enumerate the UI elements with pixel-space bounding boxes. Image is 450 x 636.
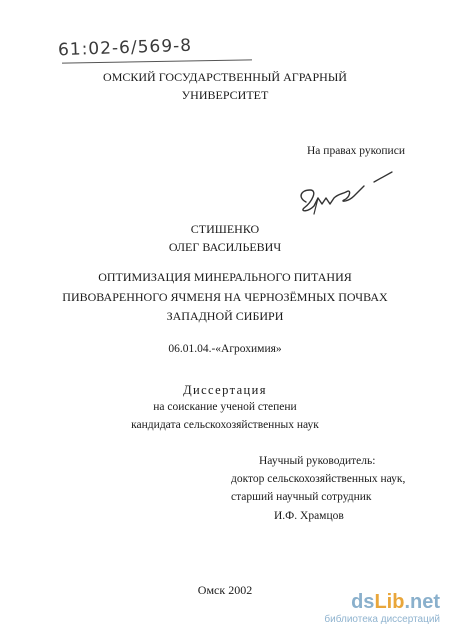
dslib-watermark[interactable] bbox=[324, 592, 440, 625]
title-line-3: ЗАПАДНОЙ СИБИРИ bbox=[166, 309, 284, 323]
dissertation-degree-line-1: на соискание ученой степени bbox=[153, 401, 297, 413]
dissertation-heading: Диссертация bbox=[183, 383, 267, 397]
author-name: ОЛЕГ ВАСИЛЬЕВИЧ bbox=[168, 240, 282, 254]
logo-part-net: .net bbox=[404, 591, 440, 613]
title-line-2: ПИВОВАРЕННОГО ЯЧМЕНЯ НА ЧЕРНОЗЁМНЫХ ПОЧВАХ bbox=[62, 290, 388, 304]
specialty-code: 06.01.04.-«Агрохимия» bbox=[168, 343, 282, 355]
logo-part-lib: Lib bbox=[374, 591, 405, 613]
advisor-position: старший научный сотрудник bbox=[231, 491, 372, 503]
logo-part-ds: ds bbox=[351, 591, 375, 613]
stamp-underline bbox=[62, 59, 252, 63]
archive-stamp: 61:02-6/569-8 bbox=[57, 35, 193, 61]
advisor-name: И.Ф. Храмцов bbox=[274, 510, 344, 522]
advisor-label: Научный руководитель: bbox=[259, 455, 376, 467]
footer-city-year: Омск 2002 bbox=[197, 583, 253, 597]
dslib-logo bbox=[351, 592, 440, 612]
signature-icon bbox=[292, 168, 396, 224]
watermark-subtitle: библиотека диссертаций bbox=[324, 614, 440, 625]
author-surname: СТИШЕНКО bbox=[190, 222, 260, 236]
university-line-2: УНИВЕРСИТЕТ bbox=[181, 88, 269, 102]
advisor-degree: доктор сельскохозяйственных наук, bbox=[231, 473, 406, 485]
dissertation-degree-line-2: кандидата сельскохозяйственных наук bbox=[131, 419, 319, 431]
title-line-1: ОПТИМИЗАЦИЯ МИНЕРАЛЬНОГО ПИТАНИЯ bbox=[98, 270, 352, 284]
rights-note: На правах рукописи bbox=[307, 145, 405, 157]
university-line-1: ОМСКИЙ ГОСУДАРСТВЕННЫЙ АГРАРНЫЙ bbox=[103, 70, 347, 84]
